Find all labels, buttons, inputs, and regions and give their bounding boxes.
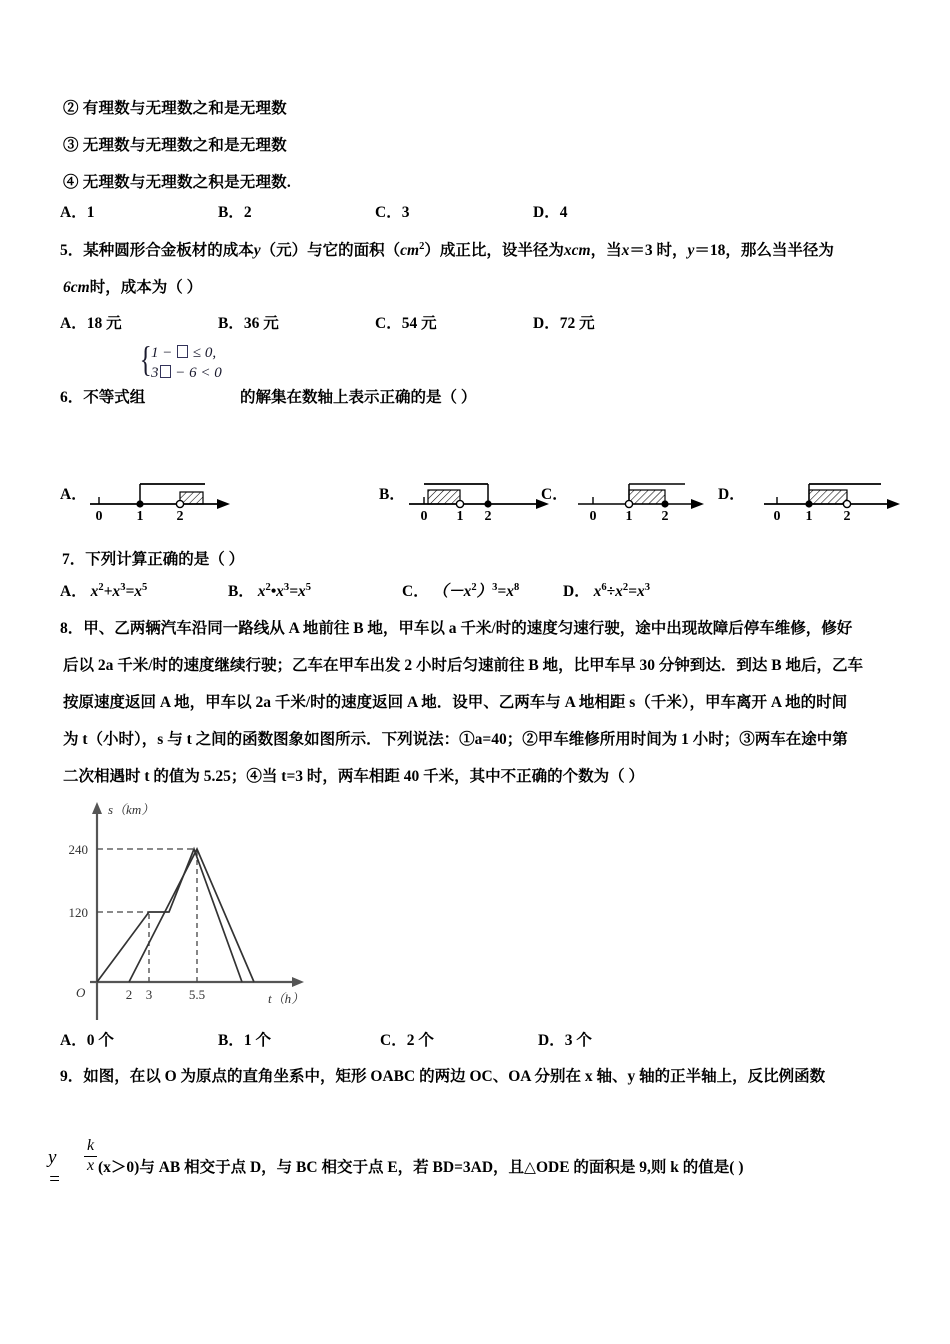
q4-option-a[interactable]: A．1 — [60, 204, 95, 221]
q5-line-1 — [60, 240, 834, 259]
svg-text:1: 1 — [456, 509, 464, 522]
q4-options-row — [60, 205, 920, 225]
q5-option-a[interactable]: A．18 元 — [60, 315, 122, 332]
q6-option-c-letter[interactable]: C． — [541, 486, 568, 503]
q5-unit-cm: cm — [400, 242, 420, 259]
q8-line-2: 后以 2a 千米/时的速度继续行驶；乙车在甲车出发 2 小时后匀速前往 B 地，比甲车早 30 分钟到达．到达 B 地后，乙车 — [63, 657, 863, 674]
q6-prompt-prefix: 6．不等式组 — [60, 389, 146, 406]
q9-formula-lhs: y = — [48, 1147, 61, 1190]
q7-option-d[interactable]: D． $x^6\div x^2=x^3$ — [563, 581, 650, 600]
q4-option-b[interactable]: B．2 — [218, 204, 252, 221]
statement-item-3: ③ 无理数与无理数之和是无理数 — [63, 137, 287, 154]
q8-line-4: 为 t（小时），s 与 t 之间的函数图象如图所示．下列说法：①a=40；②甲车维修所用时间为 1 小时；③两车在途中第 — [63, 731, 848, 748]
svg-text:2: 2 — [484, 509, 492, 522]
svg-text:0: 0 — [420, 509, 428, 522]
q5-option-c[interactable]: C．54 元 — [375, 315, 437, 332]
graph-xtick-3: 3 — [145, 987, 153, 1002]
q5-var-xcm: xcm — [563, 242, 591, 259]
q7-option-c[interactable]: C． $(-x^2)^3=x^8$ — [402, 581, 520, 600]
q5-text-g: 时，成本为（ ） — [89, 279, 203, 296]
q8-option-a[interactable]: A．0 个 — [60, 1032, 114, 1049]
q7-option-a[interactable]: A． $x^2+x^3=x^5$ — [60, 581, 148, 600]
q6-option-a-letter[interactable]: A． — [60, 486, 87, 503]
q5-text-b: （元）与它的面积（ — [260, 242, 401, 259]
q7-prompt: 7．下列计算正确的是（ ） — [62, 551, 245, 568]
q5-options-row — [60, 316, 920, 336]
svg-text:2: 2 — [843, 509, 851, 522]
graph-x-axis-label: t（h） — [268, 991, 305, 1006]
q7-options-row — [60, 581, 920, 604]
q6-prompt-suffix: 的解集在数轴上表示正确的是（ ） — [240, 389, 477, 406]
svg-text:0: 0 — [95, 509, 103, 522]
svg-text:1: 1 — [625, 509, 633, 522]
q9-formula-fraction — [84, 1138, 97, 1175]
missing-glyph-box — [177, 345, 188, 358]
q5-unit-exponent: 2 — [419, 240, 425, 252]
q5-text-e: ＝3 时， — [629, 242, 688, 259]
q6-inequality-row-2: 3 − 6 < 0 — [151, 365, 222, 381]
q5-radius-value: 6cm — [63, 279, 90, 296]
q8-function-graph — [52, 792, 382, 1020]
q8-line-1: 8．甲、乙两辆汽车沿同一路线从 A 地前往 B 地，甲车以 a 千米/时的速度匀速行驶，途中出现故障后停车维修，修好 — [60, 620, 853, 637]
graph-xtick-5p5: 5.5 — [188, 987, 206, 1002]
q5-var-x: x — [621, 242, 630, 259]
svg-text:0: 0 — [773, 509, 781, 522]
q5-option-b[interactable]: B．36 元 — [218, 315, 279, 332]
q5-text-c: ）成正比，设半径为 — [424, 242, 564, 259]
q8-line-3: 按原速度返回 A 地，甲车以 2a 千米/时的速度返回 A 地．设甲、乙两车与 A 地相距 s（千米），甲车离开 A 地的时间 — [63, 694, 848, 711]
q8-option-c[interactable]: C．2 个 — [380, 1032, 434, 1049]
q9-line-2: (x＞0)与 AB 相交于点 D，与 BC 相交于点 E，若 BD=3AD，且△ODE 的面积是 9,则 k 的值是( ) — [98, 1159, 744, 1176]
q5-line-2 — [63, 280, 202, 296]
q9-formula-numerator: k — [86, 1137, 95, 1154]
q5-var-y2: y — [687, 242, 695, 259]
q5-text-d: ，当 — [590, 242, 622, 259]
q5-var-y: y — [253, 242, 261, 259]
graph-ytick-120: 120 — [68, 905, 88, 920]
svg-text:2: 2 — [661, 509, 669, 522]
q7-option-b[interactable]: B． $x^2•x^3=x^5$ — [228, 581, 312, 600]
q4-option-c[interactable]: C．3 — [375, 204, 410, 221]
q6-option-b-numberline[interactable] — [404, 466, 554, 524]
graph-origin-label: O — [76, 985, 86, 1000]
q6-option-b-letter[interactable]: B． — [379, 486, 405, 503]
svg-text:0: 0 — [589, 509, 597, 522]
q9-formula-denominator: x — [86, 1156, 95, 1174]
q6-option-d-letter[interactable]: D． — [718, 486, 745, 503]
q6-option-d-numberline[interactable] — [759, 466, 909, 524]
missing-glyph-box — [160, 365, 171, 378]
q6-option-a-numberline[interactable] — [85, 466, 235, 524]
svg-text:1: 1 — [136, 509, 144, 522]
graph-y-axis-label: s（km） — [108, 802, 155, 817]
q6-inequality-row-1: 1 − ≤ 0, — [151, 345, 217, 361]
q5-option-d[interactable]: D．72 元 — [533, 315, 595, 332]
q9-line-1: 9．如图，在以 O 为原点的直角坐系中，矩形 OABC 的两边 OC、OA 分别在 x 轴、y 轴的正半轴上，反比例函数 — [60, 1068, 826, 1085]
graph-xtick-2: 2 — [125, 987, 133, 1002]
q4-option-d[interactable]: D．4 — [533, 204, 568, 221]
q8-option-d[interactable]: D．3 个 — [538, 1032, 592, 1049]
q6-inequality-system-formula — [137, 339, 307, 391]
q8-line-5: 二次相遇时 t 的值为 5.25；④当 t=3 时，两车相距 40 千米，其中不正确的个数为（ ） — [63, 768, 645, 785]
graph-ytick-240: 240 — [68, 842, 88, 857]
statement-item-4: ④ 无理数与无理数之积是无理数. — [63, 174, 291, 191]
q8-options-row — [60, 1033, 920, 1053]
q5-text-f: ＝18，那么当半径为 — [694, 242, 834, 259]
q8-option-b[interactable]: B．1 个 — [218, 1032, 271, 1049]
statement-item-2: ② 有理数与无理数之和是无理数 — [63, 100, 287, 117]
q6-option-c-numberline[interactable] — [573, 466, 723, 524]
svg-text:1: 1 — [805, 509, 813, 522]
q5-text-a: 5．某种圆形合金板材的成本 — [60, 242, 254, 259]
svg-text:2: 2 — [176, 509, 184, 522]
left-brace-icon: { — [139, 339, 152, 379]
